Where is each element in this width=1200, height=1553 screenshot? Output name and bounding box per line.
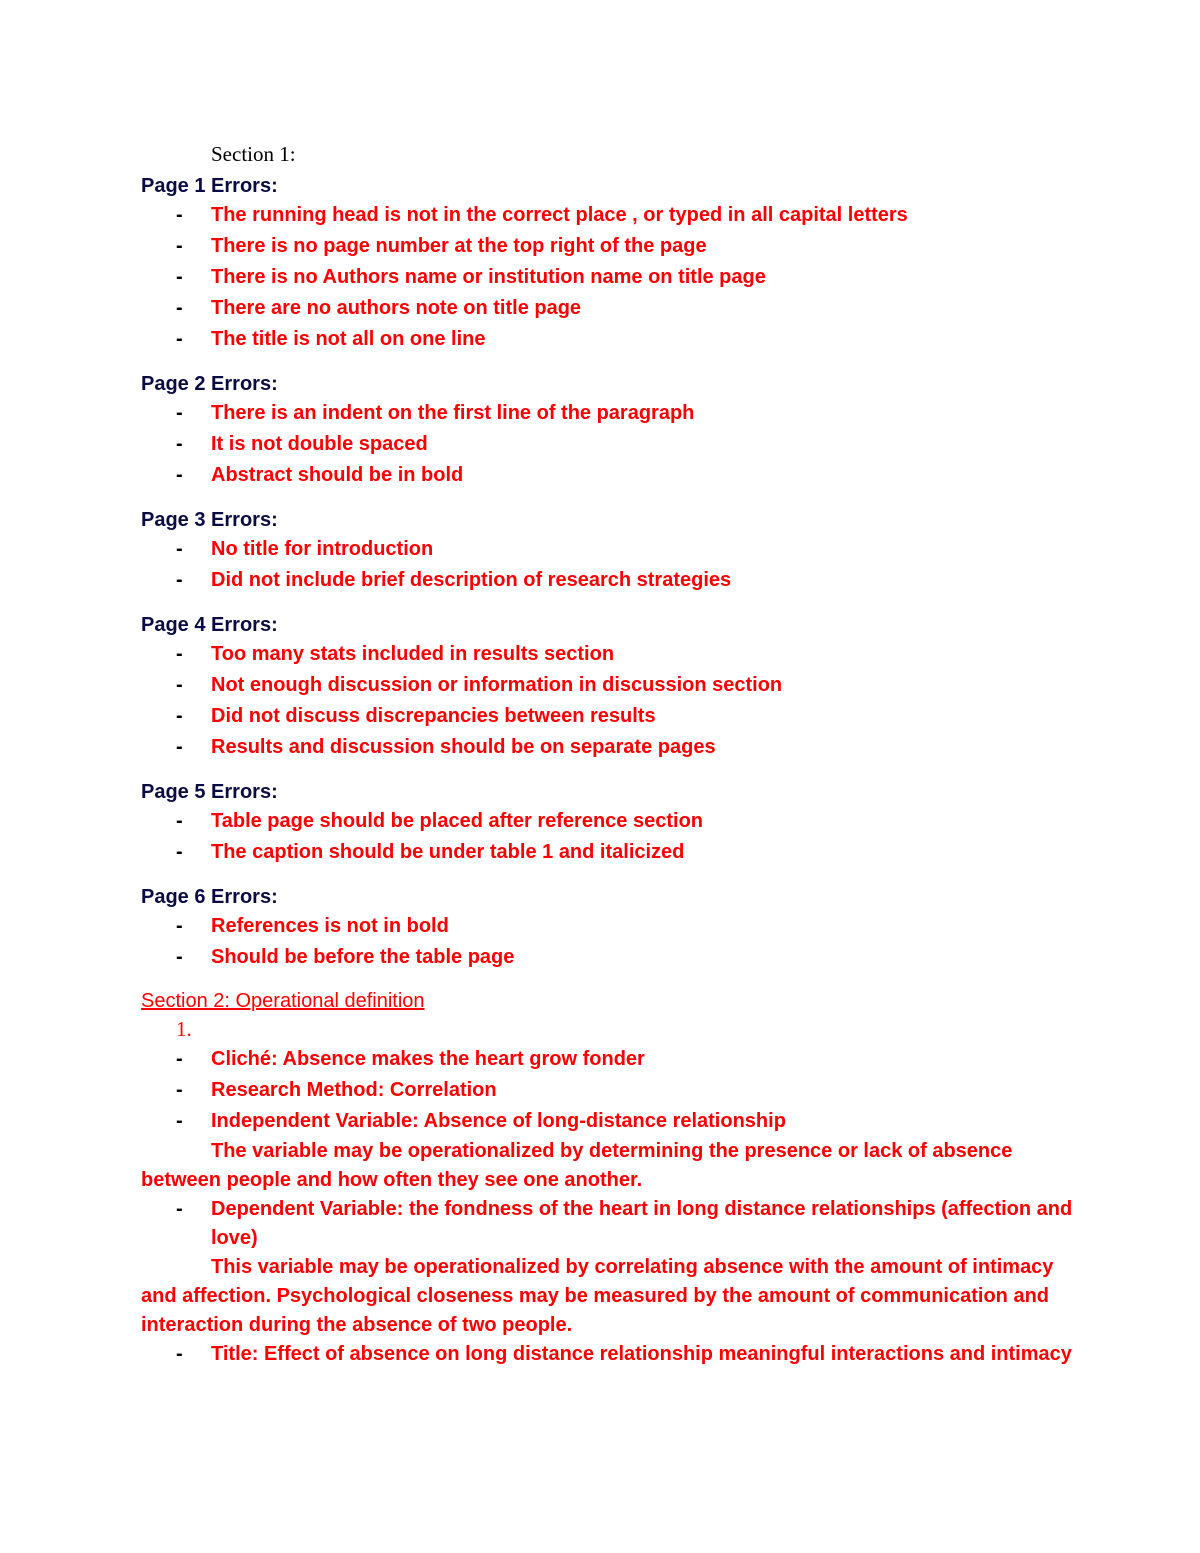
- bullet-dash: -: [176, 328, 183, 350]
- list-item-text: Dependent Variable: the fondness of the heart in long distance relationships (affection and love): [211, 1198, 1073, 1249]
- title-item: [141, 1340, 1081, 1369]
- list-item-text: Cliché: Absence makes the heart grow fonder: [211, 1048, 645, 1070]
- bullet-dash: -: [176, 1048, 183, 1070]
- page-3-errors-group: [141, 506, 1081, 596]
- bullet-dash: -: [176, 569, 183, 591]
- page-4-errors-list: [141, 639, 1081, 763]
- page-3-errors-list: [141, 534, 1081, 596]
- list-item: [141, 565, 1081, 596]
- list-item: [141, 837, 1081, 868]
- list-item-text: Title: Effect of absence on long distance relationship meaningful interactions and intimacy: [211, 1343, 1072, 1365]
- bullet-dash: -: [176, 915, 183, 937]
- list-item: [141, 262, 1081, 293]
- page-6-errors-heading: Page 6 Errors:: [141, 886, 278, 908]
- list-item-text: There is an indent on the first line of the paragraph: [211, 402, 695, 424]
- page-5-errors-list: [141, 806, 1081, 868]
- section-2-title: Section 2: Operational definition: [141, 990, 425, 1012]
- bullet-dash: -: [176, 1343, 183, 1365]
- bullet-dash: -: [176, 464, 183, 486]
- list-item: [141, 293, 1081, 324]
- list-item: [141, 460, 1081, 491]
- page-4-errors-heading: Page 4 Errors:: [141, 614, 278, 636]
- list-item-text: References is not in bold: [211, 915, 449, 937]
- bullet-dash: -: [176, 810, 183, 832]
- page-1-errors-group: [141, 172, 1081, 355]
- list-item-text: Table page should be placed after reference section: [211, 810, 704, 832]
- list-item: [141, 670, 1081, 701]
- dependent-variable-item: [141, 1195, 1081, 1253]
- list-item-text: The running head is not in the correct place , or typed in all capital letters: [211, 204, 908, 226]
- list-item-text: Abstract should be in bold: [211, 464, 464, 486]
- list-item-text: Too many stats included in results section: [211, 643, 615, 665]
- list-item: [141, 732, 1081, 763]
- bullet-dash: -: [176, 946, 183, 968]
- page-2-errors-group: [141, 370, 1081, 491]
- list-item: [141, 534, 1081, 565]
- bullet-dash: -: [176, 736, 183, 758]
- section-1-title: Section 1:: [211, 142, 296, 166]
- list-item: [141, 911, 1081, 942]
- bullet-dash: -: [176, 643, 183, 665]
- independent-variable-paragraph: The variable may be operationalized by determining the presence or lack of absence between people and how often they see one another.: [141, 1140, 1013, 1191]
- page-3-errors-heading: Page 3 Errors:: [141, 509, 278, 531]
- list-item-text: The caption should be under table 1 and italicized: [211, 841, 685, 863]
- list-item: [141, 806, 1081, 837]
- list-item-text: It is not double spaced: [211, 433, 428, 455]
- bullet-dash: -: [176, 1198, 183, 1220]
- section-2: [141, 988, 1081, 1369]
- bullet-dash: -: [176, 433, 183, 455]
- bullet-dash: -: [176, 235, 183, 257]
- list-item: [141, 200, 1081, 231]
- list-item-text: No title for introduction: [211, 538, 434, 560]
- list-item: [141, 701, 1081, 732]
- bullet-dash: -: [176, 705, 183, 727]
- bullet-dash: -: [176, 297, 183, 319]
- bullet-dash: -: [176, 402, 183, 424]
- list-item-text: Not enough discussion or information in discussion section: [211, 674, 783, 696]
- list-item-text: Did not include brief description of research strategies: [211, 569, 732, 591]
- bullet-dash: -: [176, 1079, 183, 1101]
- list-item-text: Research Method: Correlation: [211, 1079, 497, 1101]
- list-item-text: There is no Authors name or institution name on title page: [211, 266, 766, 288]
- document-content: [141, 172, 1081, 1369]
- independent-variable-item: [141, 1106, 1081, 1137]
- list-item-text: The title is not all on one line: [211, 328, 486, 350]
- page-5-errors-group: [141, 778, 1081, 868]
- list-item-text: Independent Variable: Absence of long-distance relationship: [211, 1110, 786, 1132]
- list-item-text: There is no page number at the top right of the page: [211, 235, 707, 257]
- bullet-dash: -: [176, 266, 183, 288]
- page-1-errors-heading: Page 1 Errors:: [141, 175, 278, 197]
- page-6-errors-group: [141, 883, 1081, 973]
- page-5-errors-heading: Page 5 Errors:: [141, 781, 278, 803]
- page-4-errors-group: [141, 611, 1081, 763]
- bullet-dash: -: [176, 204, 183, 226]
- page-2-errors-heading: Page 2 Errors:: [141, 373, 278, 395]
- list-item: [141, 639, 1081, 670]
- list-item: [141, 398, 1081, 429]
- page-2-errors-list: [141, 398, 1081, 491]
- page-1-errors-list: [141, 200, 1081, 355]
- list-item: [141, 231, 1081, 262]
- dependent-variable-paragraph: This variable may be operationalized by correlating absence with the amount of intimacy and affection. Psychological closeness may be measured by the amount of communication and interaction during the absence of two people.: [141, 1256, 1054, 1336]
- list-item: [141, 942, 1081, 973]
- bullet-dash: -: [176, 841, 183, 863]
- section-2-list: [141, 1044, 1081, 1137]
- bullet-dash: -: [176, 1110, 183, 1132]
- list-item: [141, 429, 1081, 460]
- list-item: [141, 324, 1081, 355]
- bullet-dash: -: [176, 538, 183, 560]
- bullet-dash: -: [176, 674, 183, 696]
- section-2-list-3: [141, 1340, 1081, 1369]
- page-6-errors-list: [141, 911, 1081, 973]
- cliche-item: [141, 1044, 1081, 1075]
- list-item-text: There are no authors note on title page: [211, 297, 582, 319]
- section-2-list-2: [141, 1195, 1081, 1253]
- list-item-text: Results and discussion should be on separate pages: [211, 736, 716, 758]
- list-item-text: Should be before the table page: [211, 946, 515, 968]
- numbered-item-1: 1.: [176, 1017, 192, 1041]
- list-item-text: Did not discuss discrepancies between results: [211, 705, 656, 727]
- research-method-item: [141, 1075, 1081, 1106]
